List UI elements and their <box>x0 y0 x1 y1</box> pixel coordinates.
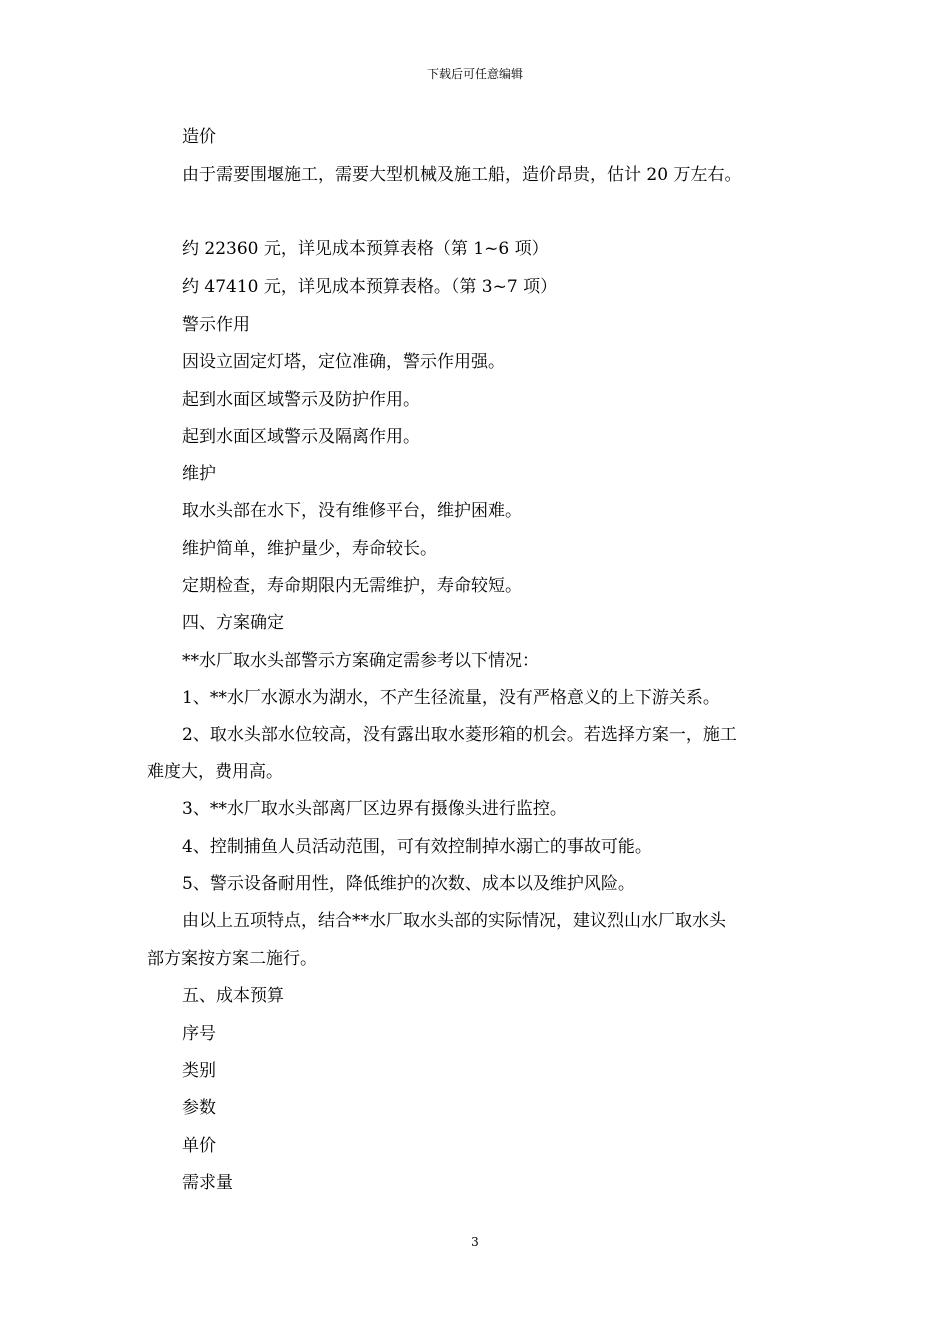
list-item: 5、警示设备耐用性，降低维护的次数、成本以及维护风险。 <box>182 874 635 894</box>
paragraph: 约 47410 元，详见成本预算表格。（第 3~7 项） <box>182 277 558 297</box>
paragraph: **水厂取水头部警示方案确定需参考以下情况： <box>182 651 539 671</box>
paragraph: 约 22360 元，详见成本预算表格（第 1~6 项） <box>182 239 549 259</box>
paragraph: 维护简单，维护量少，寿命较长。 <box>182 539 437 559</box>
list-item-continuation: 难度大，费用高。 <box>147 762 283 782</box>
paragraph: 因设立固定灯塔，定位准确，警示作用强。 <box>182 352 505 372</box>
table-header-cell: 单价 <box>182 1136 216 1156</box>
table-header-cell: 需求量 <box>182 1173 233 1193</box>
section-heading-maintenance: 维护 <box>182 464 216 484</box>
table-header-cell: 参数 <box>182 1098 216 1118</box>
paragraph: 取水头部在水下，没有维修平台，维护困难。 <box>182 501 522 521</box>
paragraph: 起到水面区域警示及隔离作用。 <box>182 427 420 447</box>
table-header-cell: 序号 <box>182 1024 216 1044</box>
section-heading-warning: 警示作用 <box>182 315 250 335</box>
list-item: 4、控制捕鱼人员活动范围，可有效控制掉水溺亡的事故可能。 <box>182 837 652 857</box>
table-header-cell: 类别 <box>182 1061 216 1081</box>
section-heading-plan: 四、方案确定 <box>182 613 284 633</box>
paragraph: 定期检查，寿命期限内无需维护，寿命较短。 <box>182 576 522 596</box>
paragraph: 由以上五项特点，结合**水厂取水头部的实际情况，建议烈山水厂取水头 <box>182 911 726 931</box>
page-number: 3 <box>471 1235 479 1249</box>
list-item: 1、**水厂水源水为湖水，不产生径流量，没有严格意义的上下游关系。 <box>182 688 720 708</box>
paragraph-continuation: 部方案按方案二施行。 <box>147 949 317 969</box>
page-header: 下载后可任意编辑 <box>426 67 523 81</box>
section-heading-budget: 五、成本预算 <box>182 986 284 1006</box>
list-item: 3、**水厂取水头部离厂区边界有摄像头进行监控。 <box>182 799 567 819</box>
section-heading-cost: 造价 <box>182 127 216 147</box>
paragraph: 起到水面区域警示及防护作用。 <box>182 390 420 410</box>
paragraph: 由于需要围堰施工，需要大型机械及施工船，造价昂贵，估计 20 万左右。 <box>182 165 742 185</box>
list-item: 2、取水头部水位较高，没有露出取水菱形箱的机会。若选择方案一，施工 <box>182 725 737 745</box>
